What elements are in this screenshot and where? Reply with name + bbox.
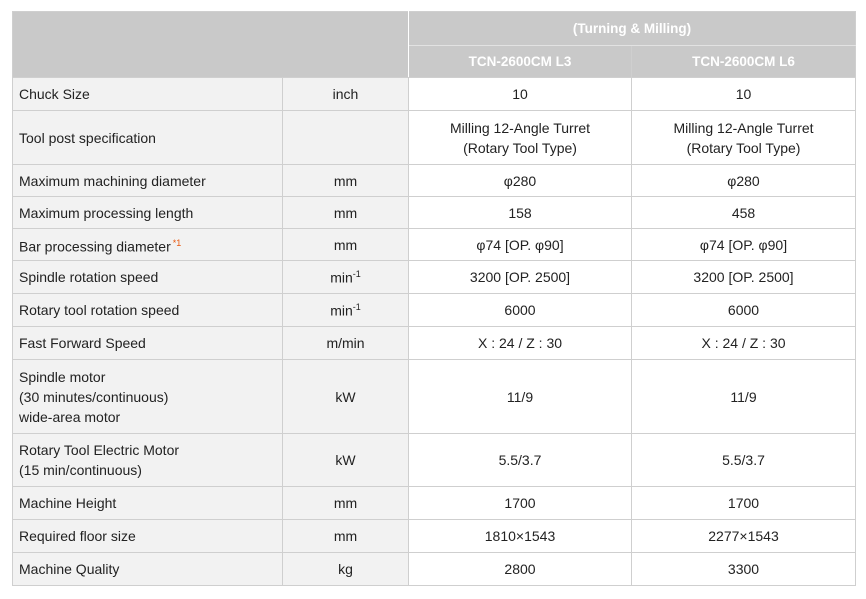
unit-exponent: -1 [352, 301, 361, 312]
row-unit: kg [283, 553, 409, 586]
row-unit: kW [283, 434, 409, 487]
header-row-group [13, 12, 856, 46]
row-unit [283, 294, 409, 327]
table-row [13, 197, 856, 229]
row-unit [283, 261, 409, 294]
table-row [13, 165, 856, 197]
row-unit: mm [283, 165, 409, 197]
header-model-l3: TCN-2600CM L3 [409, 46, 632, 78]
value-l6: 1700 [632, 487, 856, 520]
specifications-table [12, 11, 856, 586]
unit-exponent: -1 [352, 268, 361, 279]
table-row [13, 360, 856, 434]
value-l6: X : 24 / Z : 30 [632, 327, 856, 360]
value-line: (Rotary Tool Type) [463, 139, 577, 156]
row-label: Machine Quality [13, 553, 283, 586]
table-row [13, 261, 856, 294]
row-label: Spindle rotation speed [13, 261, 283, 294]
row-label-line: (30 minutes/continuous) [19, 388, 169, 405]
row-unit: m/min [283, 327, 409, 360]
value-l6: φ74 [OP. φ90] [632, 229, 856, 261]
footnote-marker: *1 [172, 237, 182, 248]
value-l3: φ74 [OP. φ90] [409, 229, 632, 261]
table-row [13, 487, 856, 520]
table-row [13, 434, 856, 487]
row-label: Tool post specification [13, 111, 283, 165]
value-l6: 2277×1543 [632, 520, 856, 553]
value-l3: 1700 [409, 487, 632, 520]
row-label: Maximum machining diameter [13, 165, 283, 197]
table-row [13, 553, 856, 586]
row-label [13, 229, 283, 261]
row-unit: inch [283, 78, 409, 111]
value-l3: X : 24 / Z : 30 [409, 327, 632, 360]
value-l6: φ280 [632, 165, 856, 197]
row-unit: mm [283, 520, 409, 553]
value-l6: 10 [632, 78, 856, 111]
row-label-line: wide-area motor [19, 408, 121, 425]
row-label-line: (15 min/continuous) [19, 462, 142, 478]
row-unit: mm [283, 197, 409, 229]
value-l3: φ280 [409, 165, 632, 197]
row-label-text: Bar processing diameter [19, 238, 171, 255]
row-unit: mm [283, 487, 409, 520]
value-l6: 5.5/3.7 [632, 434, 856, 487]
value-l3: 1810×1543 [409, 520, 632, 553]
row-label: Fast Forward Speed [13, 327, 283, 360]
value-l6: 6000 [632, 294, 856, 327]
table-row [13, 520, 856, 553]
value-l6: 458 [632, 197, 856, 229]
value-l6 [632, 111, 856, 165]
table-row [13, 111, 856, 165]
row-label: Machine Height [13, 487, 283, 520]
header-blank-cell [13, 12, 409, 78]
table-row [13, 229, 856, 261]
row-label: Required floor size [13, 520, 283, 553]
row-unit: mm [283, 229, 409, 261]
header-group-title: (Turning & Milling) [409, 12, 856, 46]
row-label [13, 434, 283, 487]
table-row [13, 294, 856, 327]
row-label [13, 360, 283, 434]
value-l6: 3300 [632, 553, 856, 586]
value-l6: 3200 [OP. 2500] [632, 261, 856, 294]
row-label: Chuck Size [13, 78, 283, 111]
row-label: Maximum processing length [13, 197, 283, 229]
value-l3 [409, 111, 632, 165]
value-l3: 158 [409, 197, 632, 229]
spec-table-container [12, 11, 855, 586]
header-model-l6: TCN-2600CM L6 [632, 46, 856, 78]
row-label-line: Spindle motor [19, 368, 106, 385]
unit-base: min [330, 269, 353, 286]
value-line: Milling 12-Angle Turret [449, 119, 591, 136]
row-label: Rotary tool rotation speed [13, 294, 283, 327]
row-label-line: Rotary Tool Electric Motor [19, 442, 180, 458]
row-unit [283, 111, 409, 165]
value-l3: 5.5/3.7 [409, 434, 632, 487]
table-row [13, 327, 856, 360]
value-l3: 11/9 [409, 360, 632, 434]
value-l6: 11/9 [632, 360, 856, 434]
value-line: Milling 12-Angle Turret [673, 119, 814, 136]
row-unit: kW [283, 360, 409, 434]
value-l3: 3200 [OP. 2500] [409, 261, 632, 294]
value-line: (Rotary Tool Type) [686, 139, 801, 156]
table-row [13, 78, 856, 111]
value-l3: 10 [409, 78, 632, 111]
unit-base: min [330, 302, 353, 319]
value-l3: 2800 [409, 553, 632, 586]
value-l3: 6000 [409, 294, 632, 327]
